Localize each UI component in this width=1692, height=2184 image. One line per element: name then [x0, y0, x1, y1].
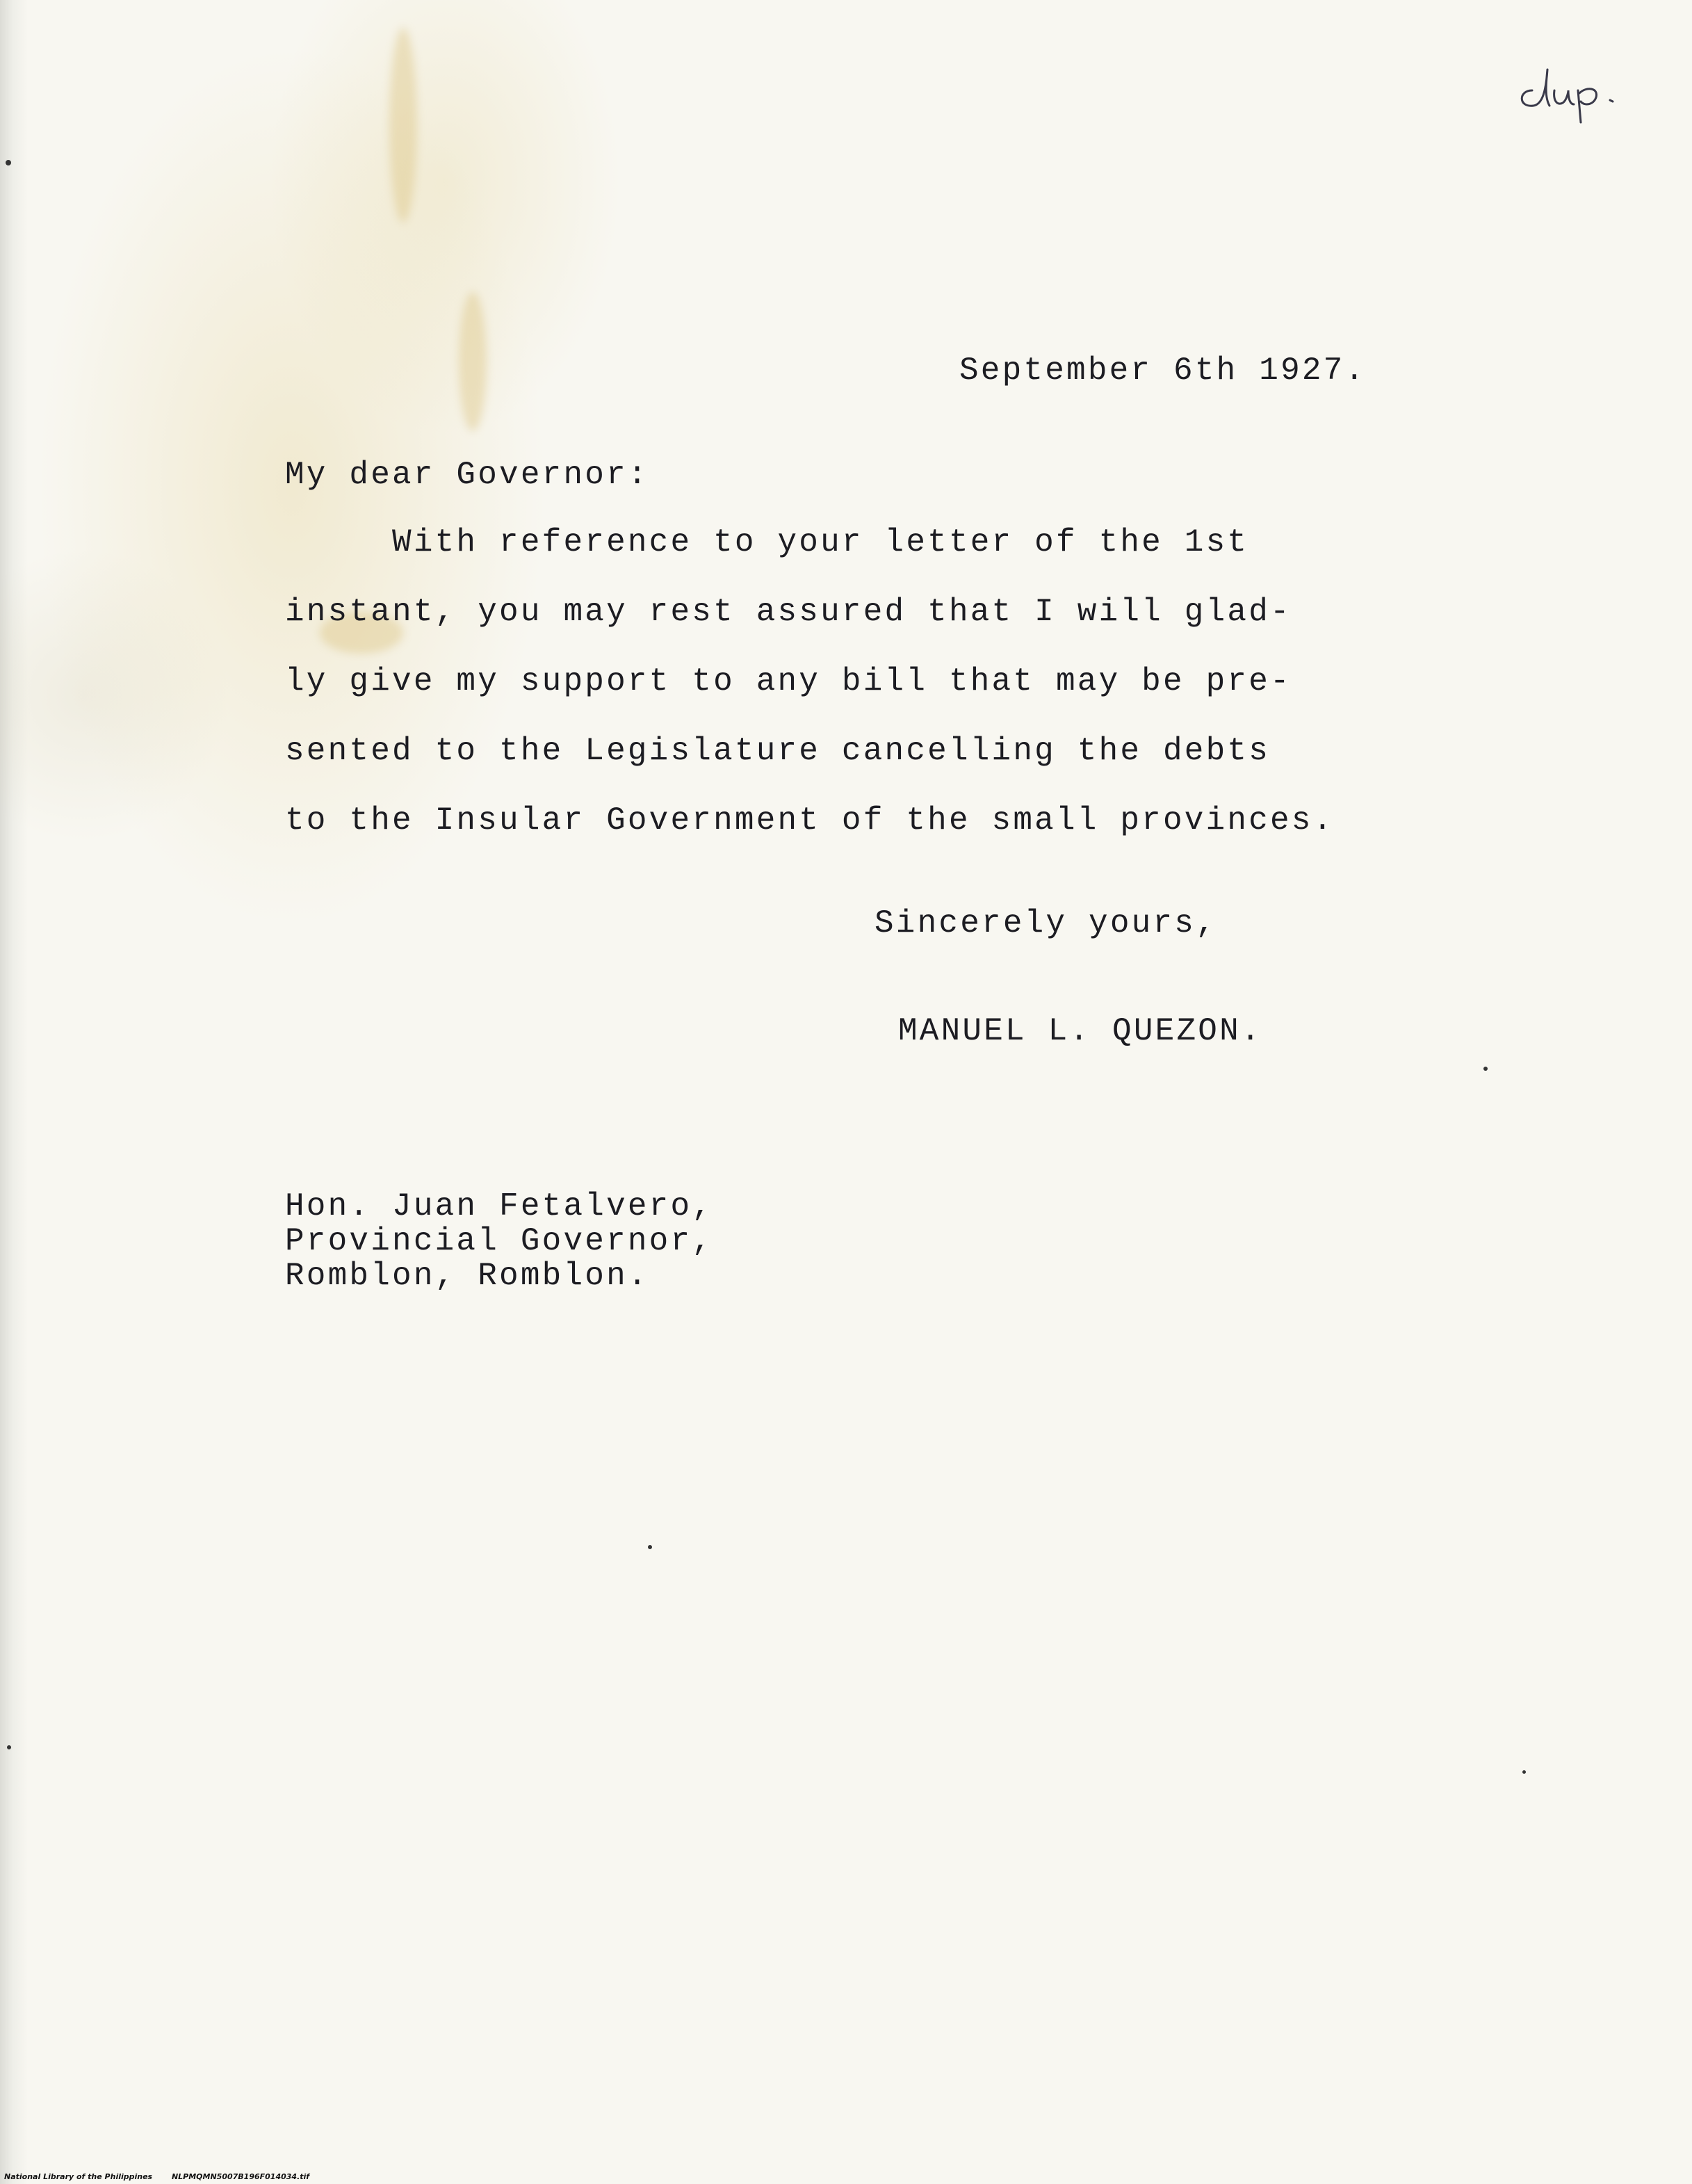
- paper-speck: [648, 1545, 652, 1549]
- body-line: instant, you may rest assured that I will glad-: [285, 594, 1292, 630]
- archive-footer: [4, 2172, 326, 2181]
- paper-speck: [7, 1745, 11, 1749]
- paper-stain: [389, 28, 417, 223]
- addressee-line: Romblon, Romblon.: [285, 1258, 649, 1294]
- footer-filename: NLPMQMN5007B196F014034.tif: [171, 2172, 310, 2181]
- letter-body: [285, 523, 1369, 871]
- paper-speck: [6, 160, 11, 165]
- addressee-line: Provincial Governor,: [285, 1223, 714, 1259]
- body-line: With reference to your letter of the 1st: [285, 524, 1249, 560]
- paper-speck: [1483, 1067, 1488, 1071]
- letter-closing: Sincerely yours,: [875, 905, 1217, 941]
- footer-institution: National Library of the Philippines: [4, 2172, 153, 2181]
- handwritten-dup-mark: [1511, 42, 1650, 125]
- letter-addressee: [285, 1189, 713, 1293]
- addressee-line: Hon. Juan Fetalvero,: [285, 1188, 714, 1224]
- body-line: ly give my support to any bill that may be pre-: [285, 663, 1292, 699]
- paper-stain: [459, 292, 487, 431]
- body-line: to the Insular Government of the small provinces.: [285, 802, 1335, 839]
- letter-salutation: My dear Governor:: [285, 457, 649, 493]
- handwritten-annotation: [1511, 42, 1650, 125]
- paper-speck: [1522, 1770, 1526, 1774]
- letter-signer: MANUEL L. QUEZON.: [898, 1013, 1262, 1049]
- letter-date: September 6th 1927.: [959, 353, 1367, 389]
- body-line: sented to the Legislature cancelling the debts: [285, 733, 1271, 769]
